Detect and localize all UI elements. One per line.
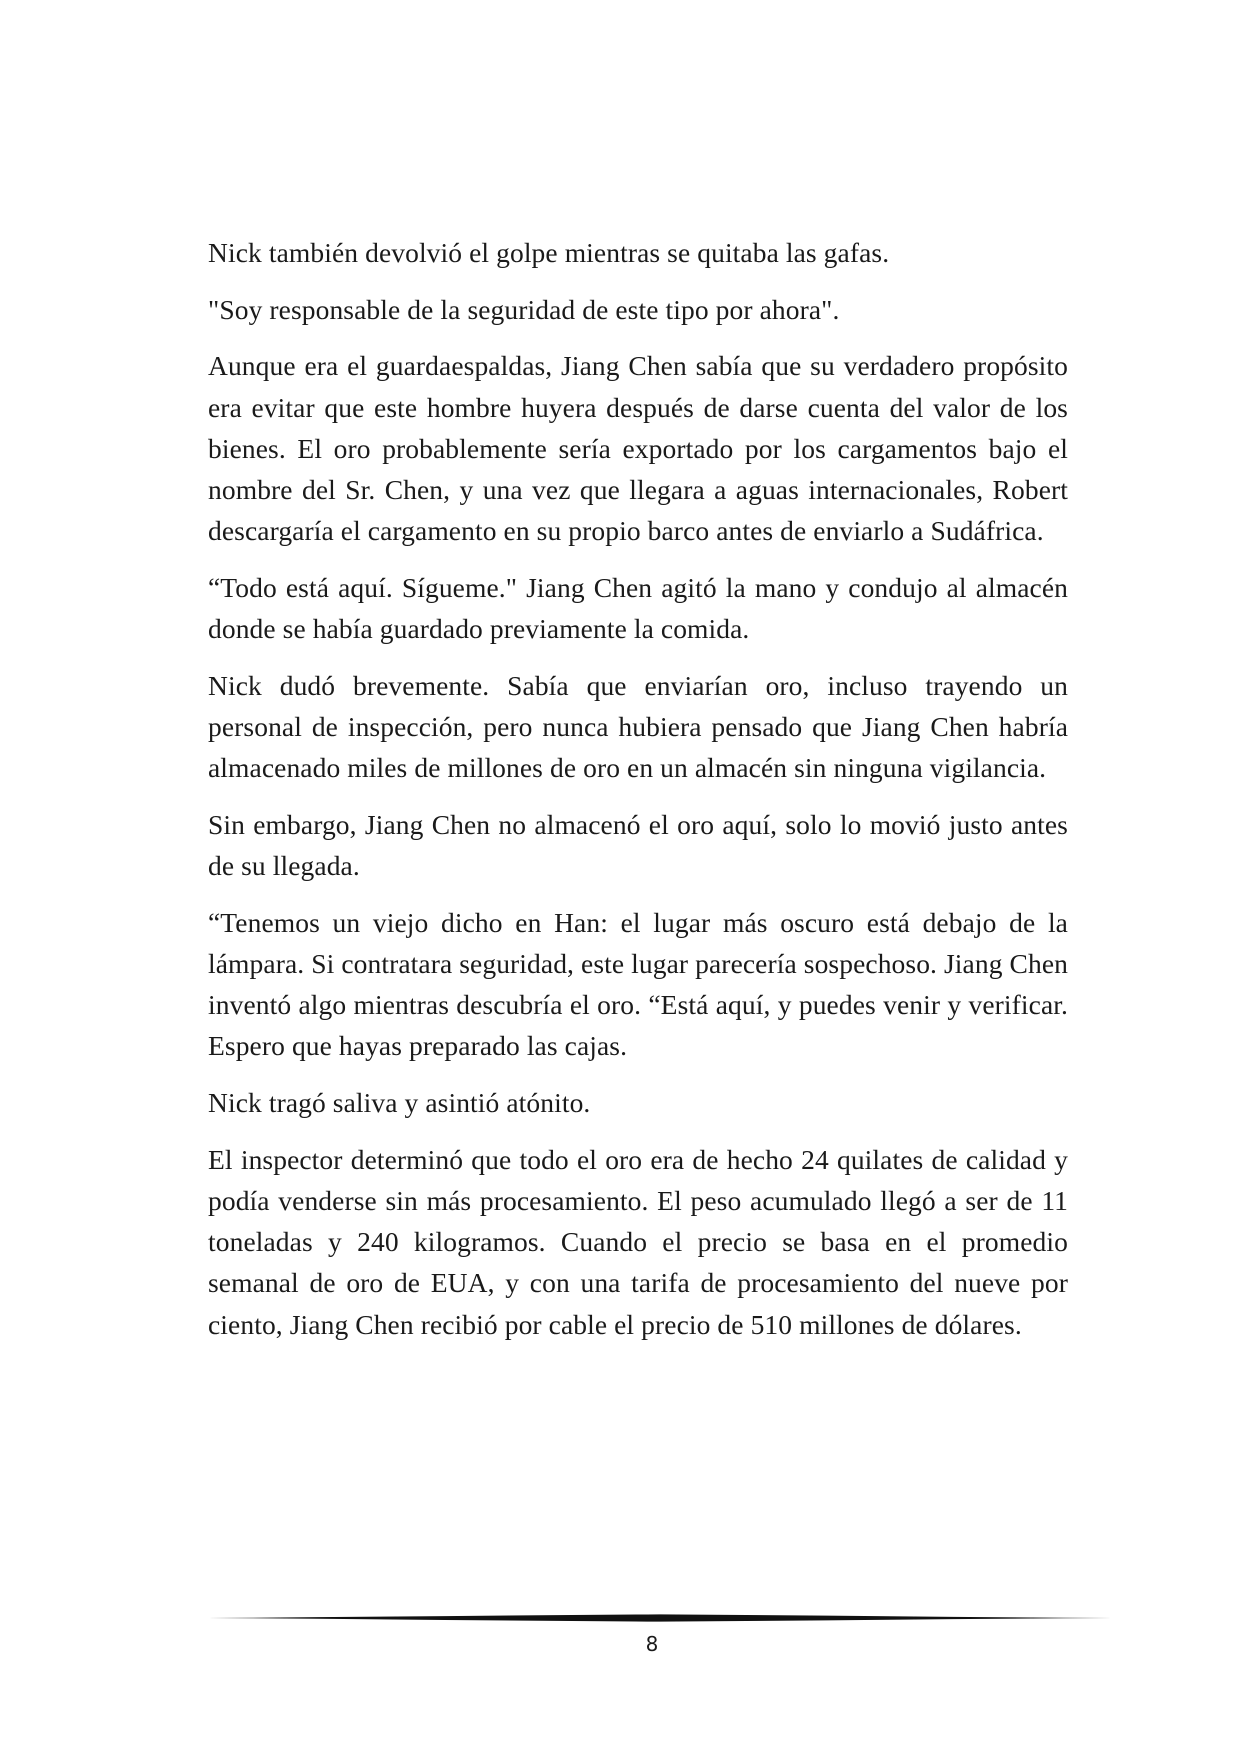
paragraph-6: Sin embargo, Jiang Chen no almacenó el oro aquí, solo lo movió justo antes de su llegada. bbox=[208, 808, 1068, 882]
paragraph-4: “Todo está aquí. Sígueme." Jiang Chen agitó la mano y condujo al almacén donde se había guardado previamente la comida. bbox=[208, 571, 1068, 645]
paragraph-1: Nick también devolvió el golpe mientras se quitaba las gafas. bbox=[208, 237, 890, 268]
body-text bbox=[208, 232, 1068, 1360]
footer-divider-swash bbox=[208, 1614, 1112, 1621]
footer-divider bbox=[208, 1612, 1112, 1624]
paragraph-3: Aunque era el guardaespaldas, Jiang Chen sabía que su verdadero propósito era evitar que este hombre huyera después de darse cuenta del valor de los bienes. El oro probablemente sería exportado por los cargamentos bajo el nombre del Sr. Chen, y una vez que llegara a aguas internacionales, Robert descargaría el cargamento en su propio barco antes de enviarlo a Sudáfrica. bbox=[208, 350, 1068, 547]
paragraph-7: “Tenemos un viejo dicho en Han: el lugar más oscuro está debajo de la lámpara. Si contratara seguridad, este lugar parecería sospechoso. Jiang Chen inventó algo mientras descubría el oro. “Está aquí, y puedes venir y verificar. Espero que hayas preparado las cajas. bbox=[208, 906, 1068, 1062]
paragraph-8: Nick tragó saliva y asintió atónito. bbox=[208, 1087, 591, 1119]
page-number: 8 bbox=[645, 1632, 659, 1656]
paragraph-5: Nick dudó brevemente. Sabía que enviarían oro, incluso trayendo un personal de inspección, pero nunca hubiera pensado que Jiang Chen habría almacenado miles de millones de oro en un almacén sin ninguna vigilancia. bbox=[208, 669, 1068, 784]
paragraph-2: "Soy responsable de la seguridad de este tipo por ahora". bbox=[208, 293, 840, 325]
paragraph-9: El inspector determinó que todo el oro era de hecho 24 quilates de calidad y podía venderse sin más procesamiento. El peso acumulado llegó a ser de 11 toneladas y 240 kilogramos. Cuando el precio se basa en el promedio semanal de oro de EUA, y con una tarifa de procesamiento del nueve por ciento, Jiang Chen recibió por cable el precio de 510 millones de dólares. bbox=[208, 1143, 1068, 1340]
